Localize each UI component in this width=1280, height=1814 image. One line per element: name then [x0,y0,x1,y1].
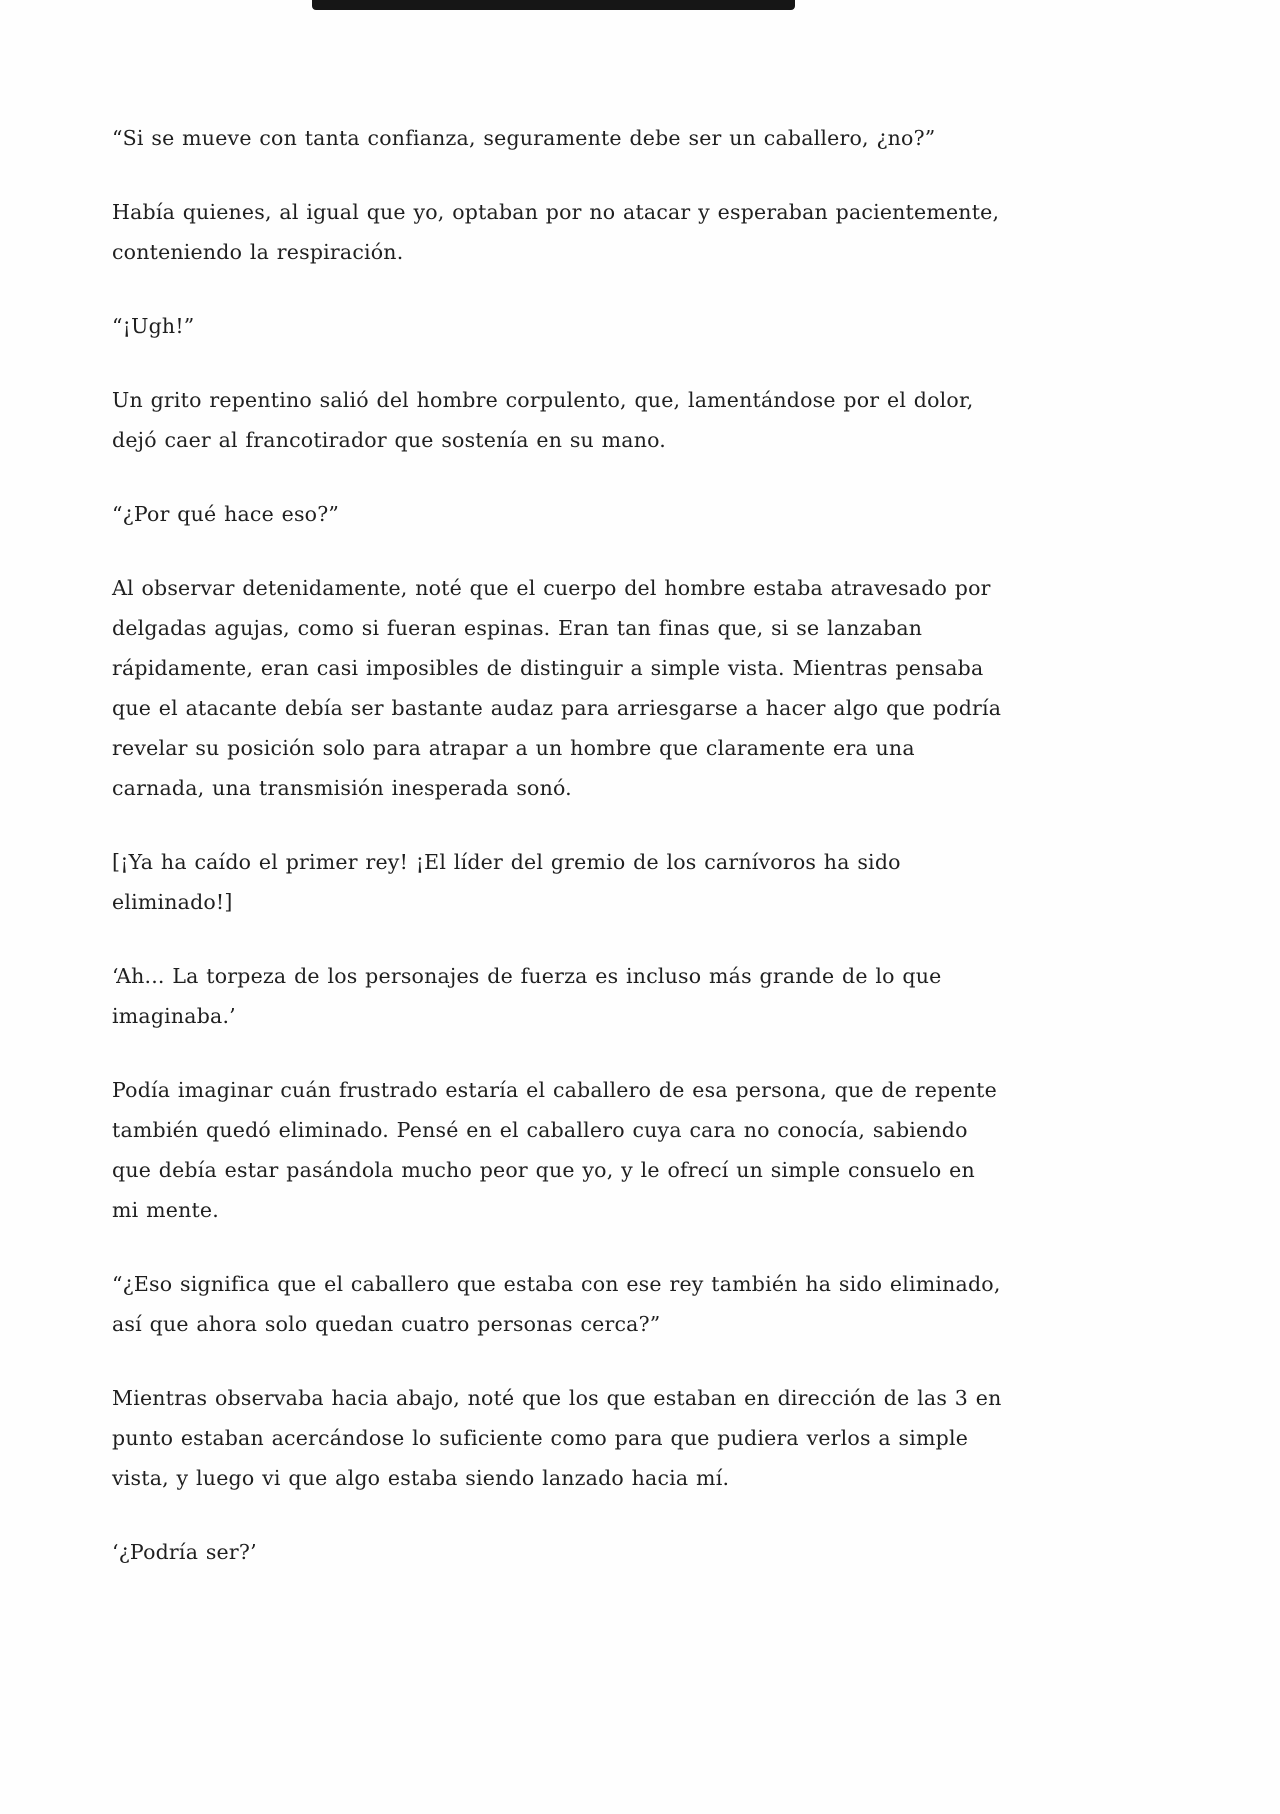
paragraph: Había quienes, al igual que yo, optaban por no atacar y esperaban pacientemente, conteniendo la respiración. [112,200,1000,264]
paragraph: ‘¿Podría ser?’ [112,1540,257,1564]
chapter-text [112,118,1004,1606]
paragraph: “¡Ugh!” [112,314,195,338]
paragraph: “Si se mueve con tanta confianza, seguramente debe ser un caballero, ¿no?” [112,126,936,150]
paragraph: Podía imaginar cuán frustrado estaría el caballero de esa persona, que de repente también quedó eliminado. Pensé en el caballero cuya cara no conocía, sabiendo que debía estar pasándola mucho peor que yo, y le ofrecí un simple consuelo en mi mente. [112,1078,997,1222]
paragraph: Un grito repentino salió del hombre corpulento, que, lamentándose por el dolor, dejó caer al francotirador que sostenía en su mano. [112,388,974,452]
paragraph: Mientras observaba hacia abajo, noté que los que estaban en dirección de las 3 en punto estaban acercándose lo suficiente como para que pudiera verlos a simple vista, y luego vi que algo estaba siendo lanzado hacia mí. [112,1386,1002,1490]
paragraph: “¿Por qué hace eso?” [112,502,340,526]
paragraph: [¡Ya ha caído el primer rey! ¡El líder del gremio de los carnívoros ha sido eliminado!] [112,850,901,914]
top-overlay-bar [312,0,795,10]
paragraph: Al observar detenidamente, noté que el cuerpo del hombre estaba atravesado por delgadas agujas, como si fueran espinas. Eran tan finas que, si se lanzaban rápidamente, eran casi imposibles de distinguir a simple vista. Mientras pensaba que el atacante debía ser bastante audaz para arriesgarse a hacer algo que podría revelar su posición solo para atrapar a un hombre que claramente era una carnada, una transmisión inesperada sonó. [112,576,1002,800]
paragraph: “¿Eso significa que el caballero que estaba con ese rey también ha sido eliminado, así que ahora solo quedan cuatro personas cerca?” [112,1272,1001,1336]
paragraph: ‘Ah... La torpeza de los personajes de fuerza es incluso más grande de lo que imaginaba.’ [112,964,942,1028]
